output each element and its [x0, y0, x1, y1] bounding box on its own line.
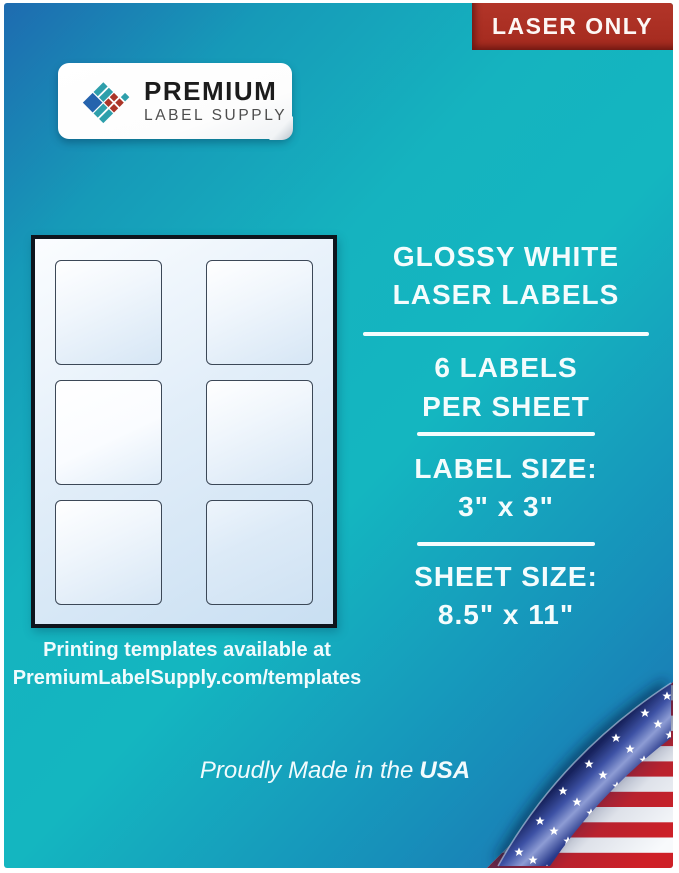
label-preview-cell	[206, 260, 313, 365]
product-title-line1: GLOSSY WHITE	[392, 241, 620, 272]
brand-logo-sticker	[58, 63, 292, 139]
label-preview-cell	[55, 380, 162, 485]
made-in-country: USA	[419, 757, 471, 784]
usa-flag-page-curl-icon	[475, 670, 673, 868]
label-preview-cell	[55, 500, 162, 605]
divider	[417, 542, 595, 546]
divider	[417, 432, 595, 436]
sheet-size-value: 8.5" x 11"	[437, 599, 575, 630]
laser-only-badge	[472, 3, 673, 50]
note-url: PremiumLabelSupply.com/templates	[12, 667, 362, 689]
label-sheet-preview	[31, 235, 337, 628]
packaging-front	[4, 3, 673, 868]
label-grid	[35, 239, 333, 605]
template-availability-note	[4, 636, 370, 692]
label-size-heading: LABEL SIZE:	[414, 453, 598, 484]
label-size-spec	[363, 450, 649, 526]
product-specs	[363, 238, 649, 648]
labels-per-sheet-line1: 6 LABELS	[434, 352, 578, 383]
sheet-size-spec	[363, 558, 649, 634]
brand-wordmark	[144, 78, 287, 124]
product-title	[363, 238, 649, 314]
note-line1: Printing templates available at	[43, 639, 331, 661]
label-size-value: 3" x 3"	[458, 491, 554, 522]
brand-diamond-mosaic-icon	[74, 70, 136, 132]
brand-name: PREMIUM	[144, 76, 278, 107]
label-preview-cell	[206, 380, 313, 485]
labels-per-sheet	[363, 348, 649, 426]
divider	[363, 332, 649, 336]
sheet-size-heading: SHEET SIZE:	[414, 561, 598, 592]
product-title-line2: LASER LABELS	[392, 279, 620, 310]
made-in-prefix: Proudly Made in the	[199, 757, 414, 784]
laser-only-label: LASER ONLY	[491, 13, 654, 39]
label-preview-cell	[55, 260, 162, 365]
label-preview-cell	[206, 500, 313, 605]
brand-subname: LABEL SUPPLY	[144, 107, 288, 125]
labels-per-sheet-line2: PER SHEET	[422, 391, 590, 422]
